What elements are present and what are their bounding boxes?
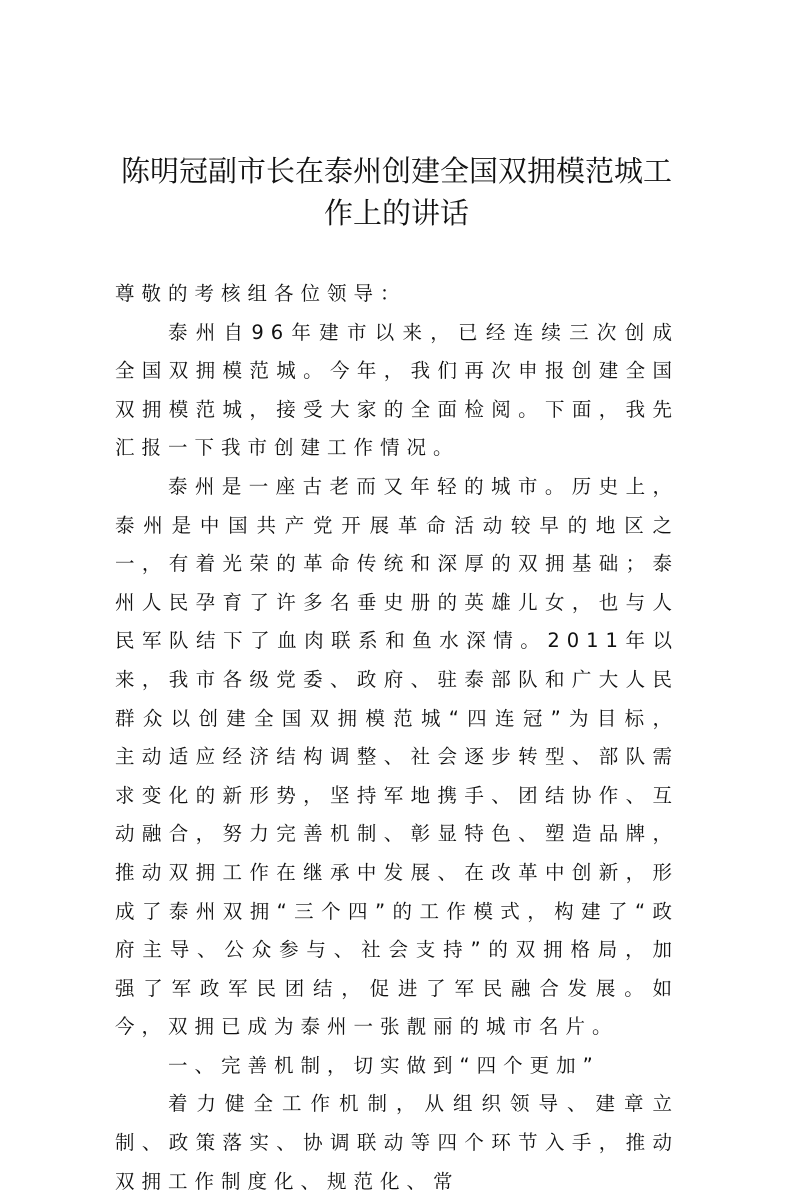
title-line-2: 作上的讲话 — [323, 196, 469, 230]
document-body — [115, 275, 679, 1201]
section-heading-1: 一、完善机制，切实做到“四个更加” — [168, 1053, 600, 1077]
paragraph-intro: 泰州自96年建市以来，已经连续三次创成全国双拥模范城。今年，我们再次申报创建全国双拥模范城，接受大家的全面检阅。下面，我先汇报一下我市创建工作情况。 — [115, 320, 679, 460]
document-title — [100, 150, 693, 234]
salutation: 尊敬的考核组各位领导： — [115, 282, 407, 305]
paragraph-mechanism: 着力健全工作机制，从组织领导、建章立制、政策落实、协调联动等四个环节入手，推动双拥工作制度化、规范化、常 — [115, 1092, 679, 1193]
paragraph-history: 泰州是一座古老而又年轻的城市。历史上，泰州是中国共产党开展革命活动较早的地区之一，有着光荣的革命传统和深厚的双拥基础；泰州人民孕育了许多名垂史册的英雄儿女，也与人民军队结下了血肉联系和鱼水深情。2011年以来，我市各级党委、政府、驻泰部队和广大人民群众以创建全国双拥模范城“四连冠”为目标，主动适应经济结构调整、社会逐步转型、部队需求变化的新形势，坚持军地携手、团结协作、互动融合，努力完善机制、彰显特色、塑造品牌，推动双拥工作在继承中发展、在改革中创新，形成了泰州双拥“三个四”的工作模式，构建了“政府主导、公众参与、社会支持”的双拥格局，加强了军政军民团结，促进了军民融合发展。如今，双拥已成为泰州一张靓丽的城市名片。 — [115, 474, 679, 1039]
title-line-1: 陈明冠副市长在泰州创建全国双拥模范城工 — [120, 154, 672, 188]
